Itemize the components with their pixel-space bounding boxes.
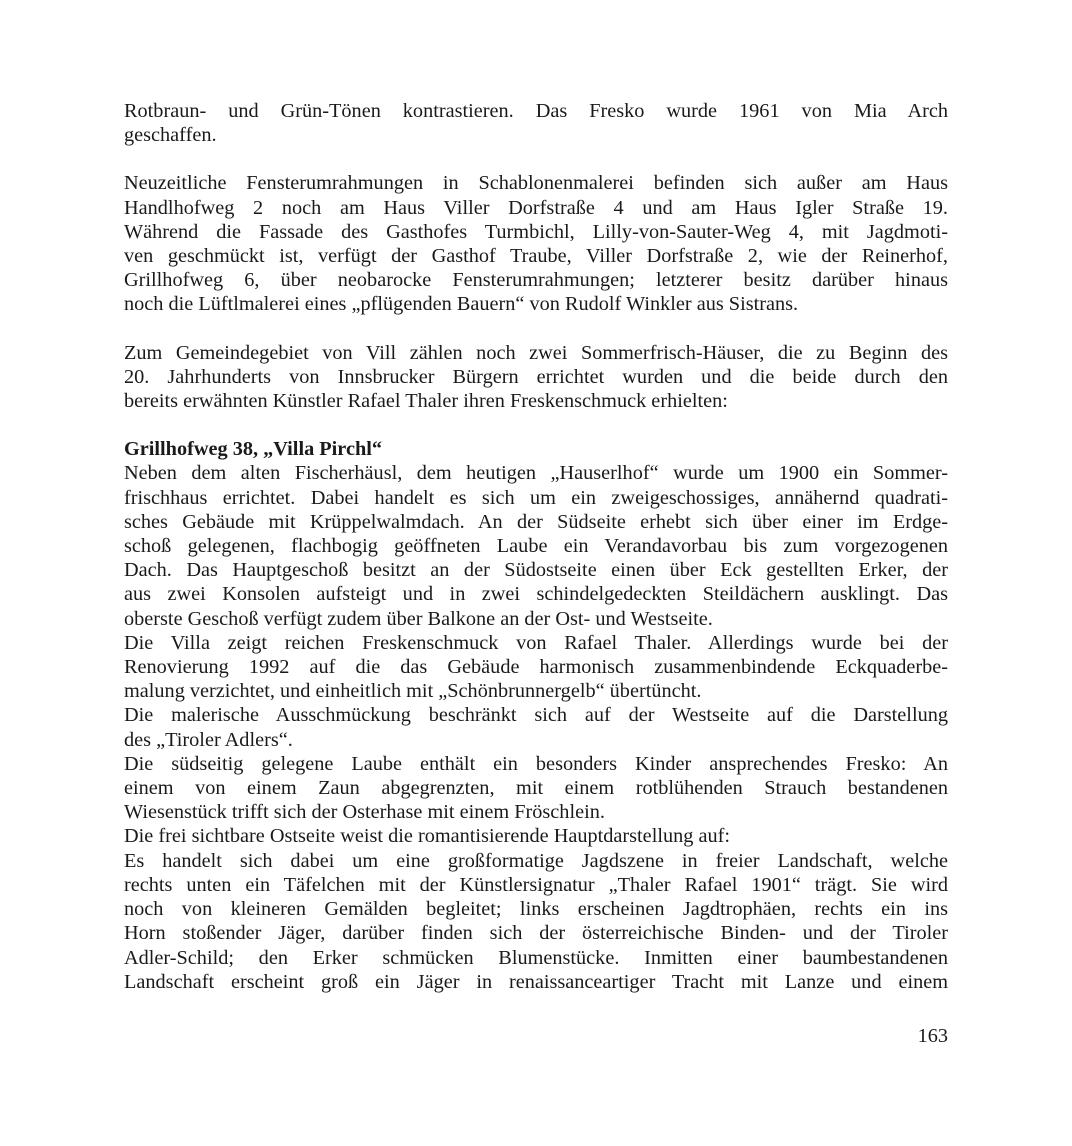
text-line: frischhaus errichtet. Dabei handelt es sich um ein zweigeschossiges, annähernd quadrati- bbox=[124, 486, 948, 509]
text-line: Es handelt sich dabei um eine großformatige Jagdszene in freier Landschaft, welche bbox=[124, 849, 948, 872]
text-line: schoß gelegenen, flachbogig geöffneten Laube ein Verandavorbau bis zum vorgezogenen bbox=[124, 535, 948, 558]
paragraph-section-3 bbox=[124, 703, 948, 751]
text-line: Neben dem alten Fischerhäusl, dem heutigen „Hauserlhof“ wurde um 1900 ein Sommer- bbox=[124, 462, 948, 485]
text-line: 20. Jahrhunderts von Innsbrucker Bürgern errichtet wurden und die beide durch den bbox=[124, 365, 948, 388]
text-line: Dach. Das Hauptgeschoß besitzt an der Südostseite einen über Eck gestellten Erker, der bbox=[124, 559, 948, 582]
text-line: Neuzeitliche Fensterumrahmungen in Schablonenmalerei befinden sich außer am Haus bbox=[124, 172, 948, 195]
paragraph-intro-1 bbox=[124, 99, 948, 147]
text-line: Zum Gemeindegebiet von Vill zählen noch zwei Sommerfrisch-Häuser, die zu Beginn des bbox=[124, 341, 948, 364]
text-line: Handlhofweg 2 noch am Haus Viller Dorfstraße 4 und am Haus Igler Straße 19. bbox=[124, 196, 948, 219]
text-line: sches Gebäude mit Krüppelwalmdach. An der Südseite erhebt sich über einer im Erdge- bbox=[124, 510, 948, 533]
paragraph-section-1 bbox=[124, 461, 948, 630]
page-body bbox=[124, 99, 948, 994]
text-line: malung verzichtet, und einheitlich mit „Schönbrunnergelb“ übertüncht. bbox=[124, 680, 702, 703]
text-line: Rotbraun- und Grün-Tönen kontrastieren. Das Fresko wurde 1961 von Mia Arch bbox=[124, 100, 948, 122]
paragraph-intro-3 bbox=[124, 341, 948, 414]
text-line: ven geschmückt ist, verfügt der Gasthof Traube, Viller Dorfstraße 2, wie der Reinerhof, bbox=[124, 245, 948, 268]
text-line: geschaffen. bbox=[124, 124, 217, 147]
text-line: oberste Geschoß verfügt zudem über Balkone an der Ost- und Westseite. bbox=[124, 607, 713, 630]
text-line: Während die Fassade des Gasthofes Turmbichl, Lilly-von-Sauter-Weg 4, mit Jagdmoti- bbox=[124, 220, 948, 243]
paragraph-section-4 bbox=[124, 752, 948, 825]
text-line: Horn stoßender Jäger, darüber finden sich der österreichische Binden- und der Tiroler bbox=[124, 922, 948, 945]
page-number: 163 bbox=[917, 1025, 948, 1047]
paragraph-section-2 bbox=[124, 631, 948, 704]
text-line: Wiesenstück trifft sich der Osterhase mit einem Fröschlein. bbox=[124, 801, 605, 824]
text-line: Die frei sichtbare Ostseite weist die romantisierende Hauptdarstellung auf: bbox=[124, 825, 730, 848]
text-line: bereits erwähnten Künstler Rafael Thaler ihren Freskenschmuck erhielten: bbox=[124, 390, 728, 413]
text-line: Grillhofweg 6, über neobarocke Fensterumrahmungen; letzterer besitz darüber hinaus bbox=[124, 269, 948, 292]
paragraph-intro-2 bbox=[124, 171, 948, 316]
paragraph-section-6 bbox=[124, 849, 948, 994]
text-line: Renovierung 1992 auf die das Gebäude harmonisch zusammenbindende Eckquaderbe- bbox=[124, 656, 948, 679]
paragraph-section-5 bbox=[124, 824, 948, 848]
text-line: noch von kleineren Gemälden begleitet; links erscheinen Jagdtrophäen, rechts ein ins bbox=[124, 898, 948, 921]
text-line: Adler-Schild; den Erker schmücken Blumenstücke. Inmitten einer baumbestandenen bbox=[124, 946, 948, 969]
section-heading: Grillhofweg 38, „Villa Pirchl“ bbox=[124, 438, 383, 461]
text-line: Die malerische Ausschmückung beschränkt sich auf der Westseite auf die Darstellung bbox=[124, 704, 948, 727]
text-line: Die südseitig gelegene Laube enthält ein besonders Kinder ansprechendes Fresko: An bbox=[124, 752, 948, 775]
text-line: aus zwei Konsolen aufsteigt und in zwei schindelgedeckten Steildächern ausklingt. Das bbox=[124, 583, 948, 606]
text-line: Landschaft erscheint groß ein Jäger in renaissanceartiger Tracht mit Lanze und einem bbox=[124, 970, 948, 993]
text-line: einem von einem Zaun abgegrenzten, mit einem rotblühenden Strauch bestandenen bbox=[124, 777, 948, 800]
text-line: des „Tiroler Adlers“. bbox=[124, 728, 293, 751]
text-line: noch die Lüftlmalerei eines „pflügenden Bauern“ von Rudolf Winkler aus Sistrans. bbox=[124, 293, 799, 316]
text-line: rechts unten ein Täfelchen mit der Künstlersignatur „Thaler Rafael 1901“ trägt. Sie wird bbox=[124, 873, 948, 896]
text-line: Die Villa zeigt reichen Freskenschmuck von Rafael Thaler. Allerdings wurde bei der bbox=[124, 631, 948, 654]
